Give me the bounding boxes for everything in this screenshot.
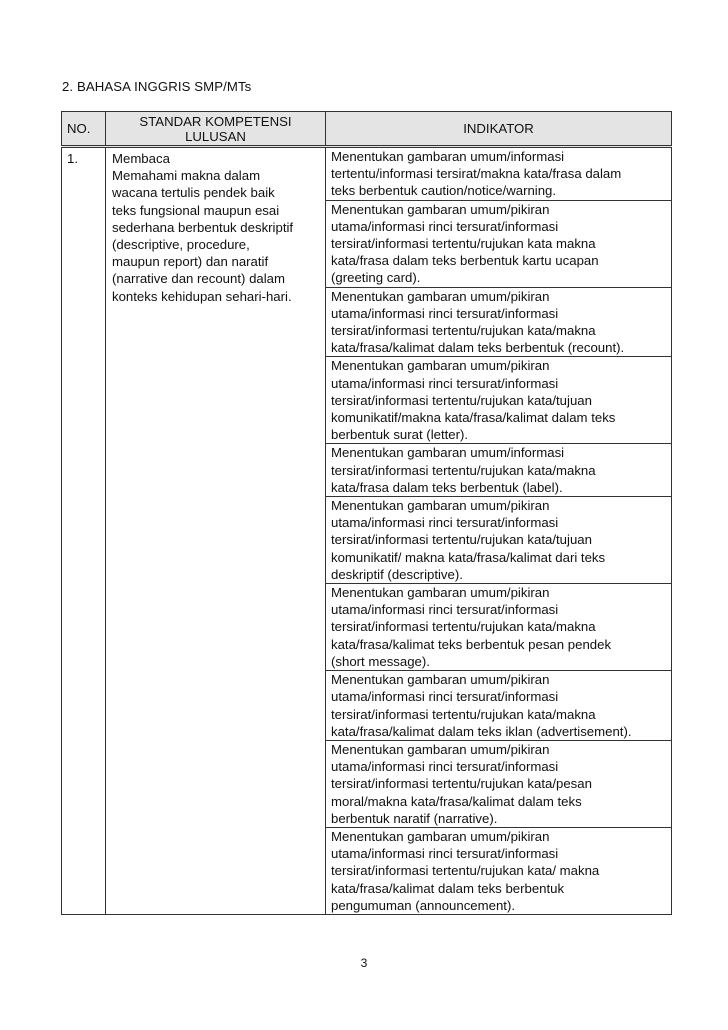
indikator-line: Menentukan gambaran umum/pikiran — [331, 672, 550, 688]
indikator-line: Menentukan gambaran umum/pikiran — [331, 358, 550, 374]
header-sk-line-1: STANDAR KOMPETENSI — [139, 113, 292, 129]
header-no: NO. — [62, 112, 106, 147]
indikator-line: tersirat/informasi tertentu/rujukan kata/ makna — [331, 863, 600, 879]
indikator-line: kata/frasa/kalimat teks berbentuk pesan pendek — [331, 636, 612, 652]
indikator-item — [326, 584, 671, 671]
header-sk-line-2: LULUSAN — [185, 128, 246, 144]
indikator-line: tertentu/informasi tersirat/makna kata/frasa dalam — [331, 166, 622, 182]
indikator-line: tersirat/informasi tertentu/rujukan kata makna — [331, 236, 596, 252]
indikator-line: tersirat/informasi tertentu/rujukan kata/tujuan — [331, 532, 592, 548]
indikator-line: kata/frasa/kalimat dalam teks berbentuk — [331, 880, 565, 896]
indikator-line: utama/informasi rinci tersurat/informasi — [331, 846, 559, 862]
indikator-line: Menentukan gambaran umum/pikiran — [331, 585, 550, 601]
indikator-line: Menentukan gambaran umum/pikiran — [331, 498, 550, 514]
indikator-line: Menentukan gambaran umum/pikiran — [331, 828, 550, 844]
indikator-line: komunikatif/ makna kata/frasa/kalimat dari teks — [331, 549, 606, 565]
indikator-line: pengumuman (announcement). — [331, 897, 516, 913]
page-number: 3 — [360, 956, 368, 970]
indikator-item — [326, 671, 671, 741]
standar-line: (narrative dan recount) dalam — [112, 271, 285, 287]
indikator-line: Menentukan gambaran umum/pikiran — [331, 741, 550, 757]
indikator-line: deskriptif (descriptive). — [331, 566, 463, 582]
standar-line: Membaca — [112, 151, 170, 166]
indikator-item — [326, 357, 671, 444]
indikator-item — [326, 288, 671, 358]
indikator-item — [326, 444, 671, 497]
indikator-line: kata/frasa dalam teks berbentuk kartu ucapan — [331, 253, 599, 269]
indikator-item — [326, 148, 671, 201]
indikator-line: moral/makna kata/frasa/kalimat dalam teks — [331, 793, 582, 809]
indikator-line: utama/informasi rinci tersurat/informasi — [331, 218, 559, 234]
indikator-line: kata/frasa/kalimat dalam teks berbentuk (recount). — [331, 340, 625, 356]
indikator-item — [326, 201, 671, 288]
indikator-line: utama/informasi rinci tersurat/informasi — [331, 375, 559, 391]
row-number: 1. — [62, 147, 106, 915]
indikator-line: tersirat/informasi tertentu/rujukan kata/makna — [331, 462, 596, 478]
indikator-item — [326, 741, 671, 828]
indikator-line: komunikatif/makna kata/frasa/kalimat dalam teks — [331, 410, 616, 426]
indikator-cell — [326, 147, 672, 915]
section-heading: 2. BAHASA INGGRIS SMP/MTs — [62, 79, 252, 94]
table-header-row — [62, 112, 672, 147]
indikator-line: utama/informasi rinci tersurat/informasi — [331, 602, 559, 618]
indikator-line: Menentukan gambaran umum/informasi — [331, 149, 565, 164]
standar-line: sederhana berbentuk deskriptif — [112, 219, 294, 235]
indikator-line: Menentukan gambaran umum/informasi — [331, 445, 565, 461]
standar-line: wacana tertulis pendek baik — [112, 185, 275, 201]
indikator-line: (short message). — [331, 653, 430, 669]
indikator-line: utama/informasi rinci tersurat/informasi — [331, 689, 559, 705]
indikator-line: tersirat/informasi tertentu/rujukan kata/makna — [331, 323, 596, 339]
standar-kompetensi-cell — [106, 147, 326, 915]
indikator-line: berbentuk naratif (narrative). — [331, 810, 498, 826]
header-indikator: INDIKATOR — [326, 112, 672, 147]
header-standar-kompetensi — [106, 112, 326, 147]
competency-table — [61, 111, 672, 915]
indikator-line: Menentukan gambaran umum/pikiran — [331, 201, 550, 217]
indikator-line: tersirat/informasi tertentu/rujukan kata/makna — [331, 706, 596, 722]
indikator-line: Menentukan gambaran umum/pikiran — [331, 288, 550, 304]
standar-line: Memahami makna dalam — [112, 168, 261, 184]
table-row — [62, 147, 672, 915]
indikator-line: kata/frasa dalam teks berbentuk (label). — [331, 479, 563, 495]
indikator-line: tersirat/informasi tertentu/rujukan kata/makna — [331, 619, 596, 635]
indikator-line: kata/frasa/kalimat dalam teks iklan (advertisement). — [331, 723, 632, 739]
indikator-item — [326, 497, 671, 584]
indikator-line: utama/informasi rinci tersurat/informasi — [331, 305, 559, 321]
indikator-line: (greeting card). — [331, 270, 421, 286]
standar-line: teks fungsional maupun esai — [112, 202, 280, 218]
standar-line: konteks kehidupan sehari-hari. — [112, 288, 292, 304]
indikator-line: utama/informasi rinci tersurat/informasi — [331, 515, 559, 531]
indikator-line: utama/informasi rinci tersurat/informasi — [331, 759, 559, 775]
standar-line: (descriptive, procedure, — [112, 237, 250, 253]
indikator-line: berbentuk surat (letter). — [331, 427, 469, 443]
standar-line: maupun report) dan naratif — [112, 254, 269, 270]
indikator-line: teks berbentuk caution/notice/warning. — [331, 183, 557, 199]
indikator-line: tersirat/informasi tertentu/rujukan kata/pesan — [331, 776, 592, 792]
indikator-item — [326, 828, 671, 914]
indikator-line: tersirat/informasi tertentu/rujukan kata/tujuan — [331, 392, 592, 408]
